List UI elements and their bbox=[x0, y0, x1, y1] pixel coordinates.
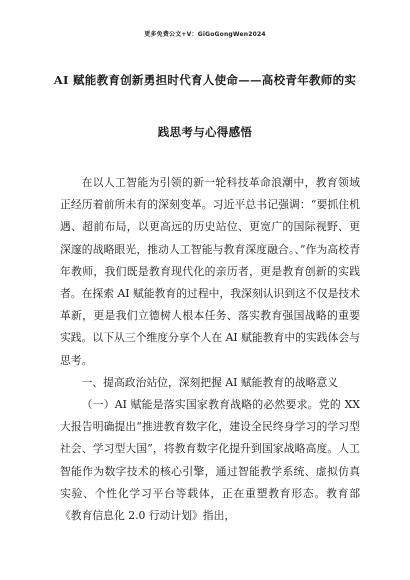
paragraph-section-1-1: （一）AI 赋能是落实国家教育战略的必然要求。党的 XX 大报告明确提出“推进教育数字化，建设全民终身学习的学习型社会、学习型大国”，将教育数字化提升到国家战略高度。人工智能作为数字技术的核心引擎，通过智能教学系统、虚拟仿真实验、个性化学习平台等载体，正在重塑教育形态。教育部《教育信息化 2.0 行动计划》指出， bbox=[60, 398, 360, 523]
document-title-line-2: 践思考与心得感悟 bbox=[157, 125, 253, 139]
document-body bbox=[60, 172, 360, 527]
paragraph-intro: 在以人工智能为引领的新一轮科技革命浪潮中，教育领域正经历着前所未有的深刻变革。习近平总书记强调：“要抓住机遇、超前布局，以更高远的历史站位、更宽广的国际视野、更深邃的战略眼光，推动人工智能与教育深度融合。、”作为高校青年教师，我们既是教育现代化的亲历者，更是教育创新的实践者。在探索 AI 赋能教育的过程中，我深刻认识到这不仅是技术革新，更是我们立德树人根本任务、落实教育强国战略的重要实践。以下从三个维度分享个人在 AI 赋能教育中的实践体会与思考。 bbox=[60, 176, 360, 367]
document-title-line-1: AI 赋能教育创新勇担时代育人使命——高校青年教师的实 bbox=[53, 73, 357, 87]
header-note: 更多免费公文+V：GiGoGongWen2024 bbox=[144, 31, 266, 38]
section-heading-1: 一、提高政治站位，深刻把握 AI 赋能教育的战略意义 bbox=[81, 375, 339, 389]
